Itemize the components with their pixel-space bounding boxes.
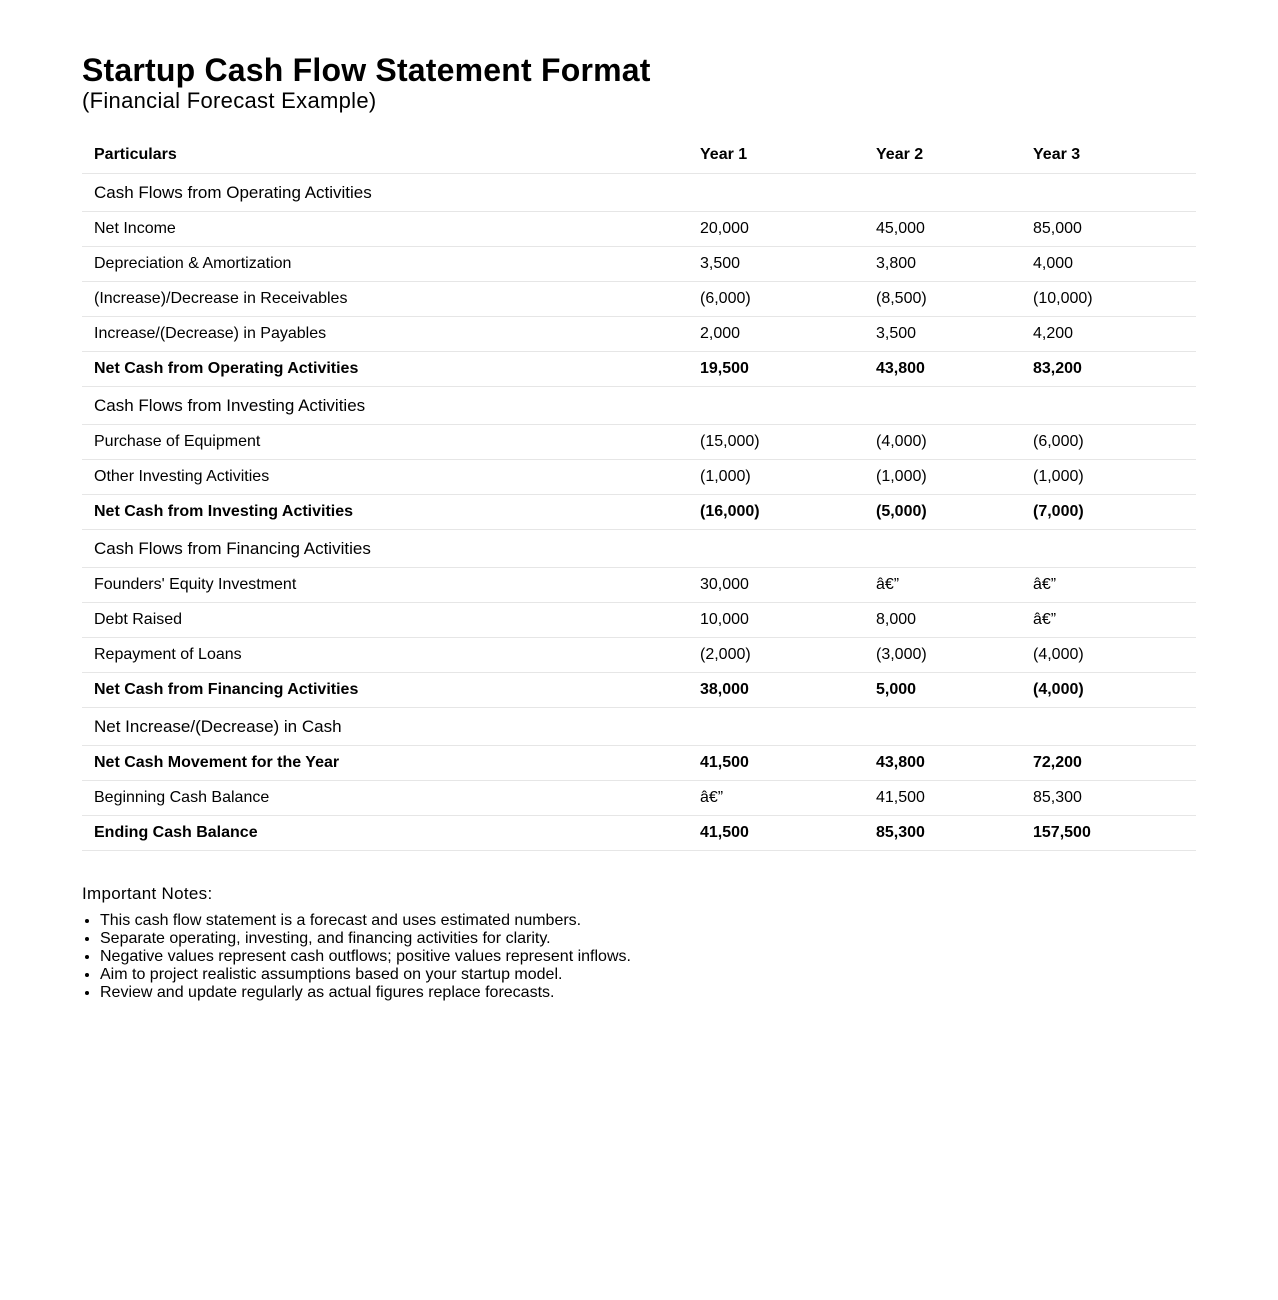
table-row <box>82 603 1196 638</box>
year-2-value: 3,500 <box>864 317 1021 352</box>
year-3-value: 72,200 <box>1021 746 1196 781</box>
year-2-value <box>864 530 1021 568</box>
row-label: Cash Flows from Investing Activities <box>82 387 688 425</box>
row-label: Net Cash from Operating Activities <box>82 352 688 387</box>
table-row <box>82 425 1196 460</box>
year-2-value <box>864 174 1021 212</box>
year-2-value: 43,800 <box>864 352 1021 387</box>
year-1-value <box>688 387 864 425</box>
year-1-value <box>688 174 864 212</box>
year-2-value: (4,000) <box>864 425 1021 460</box>
year-2-value: 85,300 <box>864 816 1021 851</box>
year-3-value: 85,000 <box>1021 212 1196 247</box>
year-3-value: 83,200 <box>1021 352 1196 387</box>
section-header-row <box>82 174 1196 212</box>
year-1-value: (2,000) <box>688 638 864 673</box>
year-2-value: 5,000 <box>864 673 1021 708</box>
year-3-value: (7,000) <box>1021 495 1196 530</box>
row-label: Beginning Cash Balance <box>82 781 688 816</box>
year-2-value <box>864 708 1021 746</box>
year-2-value: 43,800 <box>864 746 1021 781</box>
year-2-value: (1,000) <box>864 460 1021 495</box>
year-1-value: 41,500 <box>688 746 864 781</box>
total-row <box>82 746 1196 781</box>
row-label: Net Increase/(Decrease) in Cash <box>82 708 688 746</box>
column-header-year-2: Year 2 <box>864 136 1021 174</box>
year-2-value: â€” <box>864 568 1021 603</box>
row-label: Founders' Equity Investment <box>82 568 688 603</box>
year-3-value <box>1021 530 1196 568</box>
row-label: Cash Flows from Financing Activities <box>82 530 688 568</box>
year-1-value: (15,000) <box>688 425 864 460</box>
note-item: • This cash flow statement is a forecast and uses estimated numbers. <box>100 912 1196 930</box>
table-row <box>82 282 1196 317</box>
year-1-value: 41,500 <box>688 816 864 851</box>
row-label: Net Income <box>82 212 688 247</box>
year-1-value: (1,000) <box>688 460 864 495</box>
row-label: Depreciation & Amortization <box>82 247 688 282</box>
table-header-row <box>82 136 1196 174</box>
year-1-value: 38,000 <box>688 673 864 708</box>
column-header-year-1: Year 1 <box>688 136 864 174</box>
cash-flow-table <box>82 136 1196 851</box>
row-label: Debt Raised <box>82 603 688 638</box>
row-label: Ending Cash Balance <box>82 816 688 851</box>
year-3-value: (4,000) <box>1021 673 1196 708</box>
row-label: Net Cash from Investing Activities <box>82 495 688 530</box>
section-header-row <box>82 387 1196 425</box>
page-subtitle: (Financial Forecast Example) <box>82 88 377 113</box>
table-row <box>82 781 1196 816</box>
year-1-value <box>688 530 864 568</box>
year-3-value: â€” <box>1021 603 1196 638</box>
year-3-value: (4,000) <box>1021 638 1196 673</box>
year-3-value: â€” <box>1021 568 1196 603</box>
year-1-value: (16,000) <box>688 495 864 530</box>
row-label: Cash Flows from Operating Activities <box>82 174 688 212</box>
row-label: Purchase of Equipment <box>82 425 688 460</box>
column-header-particulars: Particulars <box>82 136 688 174</box>
year-3-value <box>1021 708 1196 746</box>
year-2-value: (8,500) <box>864 282 1021 317</box>
row-label: (Increase)/Decrease in Receivables <box>82 282 688 317</box>
year-3-value <box>1021 387 1196 425</box>
year-3-value <box>1021 174 1196 212</box>
year-3-value: 4,000 <box>1021 247 1196 282</box>
section-header-row <box>82 530 1196 568</box>
year-2-value: (3,000) <box>864 638 1021 673</box>
note-item: • Aim to project realistic assumptions based on your startup model. <box>100 966 1196 984</box>
row-label: Net Cash from Financing Activities <box>82 673 688 708</box>
row-label: Increase/(Decrease) in Payables <box>82 317 688 352</box>
year-1-value: 2,000 <box>688 317 864 352</box>
year-3-value: 85,300 <box>1021 781 1196 816</box>
year-3-value: (1,000) <box>1021 460 1196 495</box>
table-row <box>82 247 1196 282</box>
year-1-value: â€” <box>688 781 864 816</box>
year-3-value: (6,000) <box>1021 425 1196 460</box>
notes-title: Important Notes: <box>82 884 213 903</box>
row-label: Other Investing Activities <box>82 460 688 495</box>
section-header-row <box>82 708 1196 746</box>
year-1-value: (6,000) <box>688 282 864 317</box>
row-label: Net Cash Movement for the Year <box>82 746 688 781</box>
table-row <box>82 638 1196 673</box>
note-item: • Negative values represent cash outflows; positive values represent inflows. <box>100 948 1196 966</box>
total-row <box>82 673 1196 708</box>
year-1-value: 30,000 <box>688 568 864 603</box>
note-item: • Review and update regularly as actual figures replace forecasts. <box>100 984 1196 1002</box>
table-row <box>82 317 1196 352</box>
table-body <box>82 174 1196 851</box>
year-3-value: 157,500 <box>1021 816 1196 851</box>
year-1-value: 3,500 <box>688 247 864 282</box>
year-1-value: 20,000 <box>688 212 864 247</box>
page-title: Startup Cash Flow Statement Format <box>82 52 651 88</box>
year-1-value <box>688 708 864 746</box>
year-2-value: 8,000 <box>864 603 1021 638</box>
total-row <box>82 816 1196 851</box>
note-item: • Separate operating, investing, and financing activities for clarity. <box>100 930 1196 948</box>
year-1-value: 10,000 <box>688 603 864 638</box>
year-2-value: 3,800 <box>864 247 1021 282</box>
year-2-value: (5,000) <box>864 495 1021 530</box>
year-2-value: 41,500 <box>864 781 1021 816</box>
table-row <box>82 568 1196 603</box>
total-row <box>82 495 1196 530</box>
year-3-value: (10,000) <box>1021 282 1196 317</box>
year-3-value: 4,200 <box>1021 317 1196 352</box>
year-2-value <box>864 387 1021 425</box>
row-label: Repayment of Loans <box>82 638 688 673</box>
column-header-year-3: Year 3 <box>1021 136 1196 174</box>
table-row <box>82 460 1196 495</box>
year-1-value: 19,500 <box>688 352 864 387</box>
table-row <box>82 212 1196 247</box>
year-2-value: 45,000 <box>864 212 1021 247</box>
total-row <box>82 352 1196 387</box>
notes-list <box>82 912 1196 1002</box>
